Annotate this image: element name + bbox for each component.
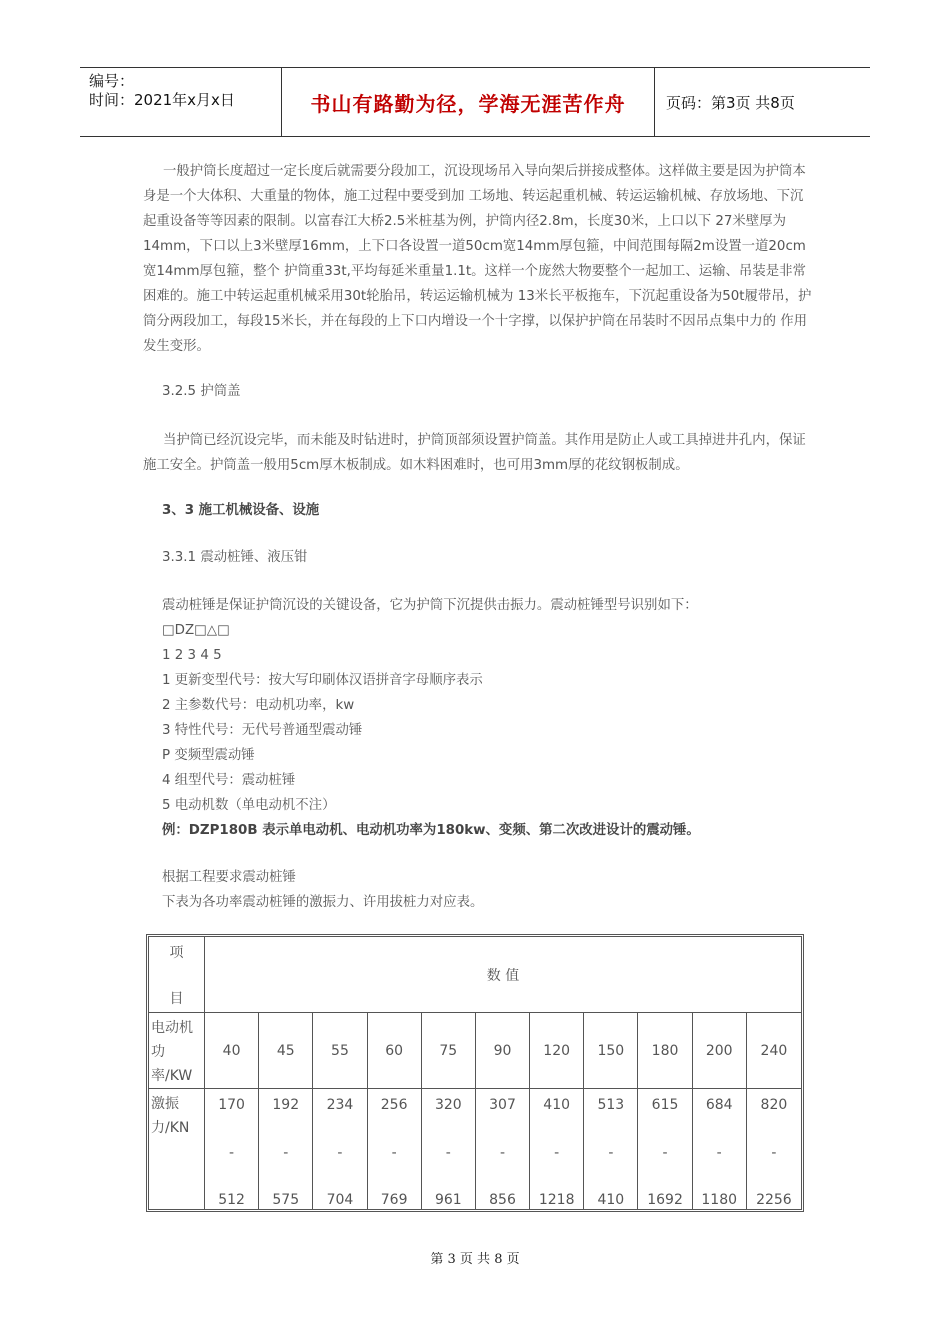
force-dash: - xyxy=(662,1145,668,1161)
model-item-1: 1 更新变型代号：按大写印刷体汉语拼音字母顺序表示 xyxy=(162,673,483,688)
force-cell xyxy=(693,1089,747,1209)
force-dash: - xyxy=(445,1145,451,1161)
force-low: 320 xyxy=(434,1097,462,1113)
force-high: 1692 xyxy=(647,1192,683,1208)
power-cell: 55 xyxy=(313,1013,367,1089)
power-cell: 45 xyxy=(259,1013,313,1089)
model-item-5: 5 电动机数（单电动机不注） xyxy=(162,798,336,813)
force-high: 575 xyxy=(272,1192,300,1208)
force-cell xyxy=(422,1089,476,1209)
header-meta xyxy=(80,68,282,136)
force-cell xyxy=(476,1089,530,1209)
header-motto: 书山有路勤为径，学海无涯苦作舟 xyxy=(282,68,655,136)
power-cell: 75 xyxy=(422,1013,476,1089)
model-example: 例：DZP180B 表示单电动机、电动机功率为180kw、变频、第二次改进设计的震动锤。 xyxy=(162,823,700,838)
force-high: 1180 xyxy=(701,1192,738,1208)
force-low: 513 xyxy=(597,1097,625,1113)
row-label-power: 电动机功率/KW xyxy=(149,1013,205,1089)
model-code: □DZ□△□ xyxy=(162,623,230,638)
force-low: 410 xyxy=(543,1097,571,1113)
force-cell xyxy=(530,1089,584,1209)
model-item-3: 3 特性代号：无代号普通型震动锤 xyxy=(162,723,363,738)
power-cell: 40 xyxy=(205,1013,259,1089)
force-low: 234 xyxy=(326,1097,354,1113)
force-dash: - xyxy=(283,1145,289,1161)
page-footer: 第 3 页 共 8 页 xyxy=(430,1252,520,1267)
power-cell: 90 xyxy=(476,1013,530,1089)
vibro-hammer-table xyxy=(146,934,804,1212)
power-cell: 240 xyxy=(747,1013,801,1089)
power-cell: 200 xyxy=(693,1013,747,1089)
power-cell: 150 xyxy=(584,1013,638,1089)
heading-3-2-5: 3.2.5 护筒盖 xyxy=(162,384,241,399)
heading-3-3-1: 3.3.1 震动桩锤、液压钳 xyxy=(162,550,308,565)
time-label: 时间：2021年x月x日 xyxy=(89,91,235,109)
table-header-value: 数 值 xyxy=(205,937,801,1013)
force-dash: - xyxy=(716,1145,722,1161)
force-high: 2256 xyxy=(756,1192,792,1208)
force-cell xyxy=(584,1089,638,1209)
paragraph-table-intro: 下表为各功率震动桩锤的激振力、许用拔桩力对应表。 xyxy=(162,895,484,910)
force-low: 820 xyxy=(760,1097,788,1113)
model-item-4: 4 组型代号：震动桩锤 xyxy=(162,773,296,788)
model-digits: 1 2 3 4 5 xyxy=(162,648,222,663)
power-cell: 180 xyxy=(638,1013,692,1089)
force-high: 512 xyxy=(218,1192,245,1208)
model-item-p: P 变频型震动锤 xyxy=(162,748,255,763)
force-low: 256 xyxy=(380,1097,408,1113)
force-high: 961 xyxy=(434,1192,462,1208)
force-low: 170 xyxy=(218,1097,245,1113)
heading-3-3: 3、3 施工机械设备、设施 xyxy=(162,503,320,518)
force-cell xyxy=(313,1089,367,1209)
force-dash: - xyxy=(499,1145,506,1161)
force-dash: - xyxy=(554,1145,560,1161)
paragraph-vibro-hammer: 震动桩锤是保证护筒沉设的关键设备，它为护筒下沉提供击振力。震动桩锤型号识别如下： xyxy=(162,598,698,613)
force-high: 1218 xyxy=(538,1192,575,1208)
force-low: 307 xyxy=(489,1097,516,1113)
force-high: 769 xyxy=(380,1192,408,1208)
force-low: 684 xyxy=(705,1097,733,1113)
model-item-2: 2 主参数代号：电动机功率，kw xyxy=(162,698,355,713)
power-cell: 60 xyxy=(368,1013,422,1089)
force-dash: - xyxy=(229,1145,235,1161)
page-header xyxy=(80,67,870,137)
power-cell: 120 xyxy=(530,1013,584,1089)
force-high: 410 xyxy=(597,1192,625,1208)
force-cell xyxy=(638,1089,692,1209)
force-dash: - xyxy=(337,1145,343,1161)
code-label: 编号： xyxy=(89,72,135,90)
table-header-item: 项 目 xyxy=(149,937,205,1013)
force-cell xyxy=(368,1089,422,1209)
row-label-force: 激振力/KN xyxy=(149,1089,205,1209)
force-high: 704 xyxy=(326,1192,354,1208)
header-page-info: 页码：第3页 共8页 xyxy=(666,93,795,112)
force-low: 192 xyxy=(272,1097,300,1113)
paragraph-requirement: 根据工程要求震动桩锤 xyxy=(162,870,296,885)
force-cell xyxy=(259,1089,313,1209)
force-dash: - xyxy=(391,1145,397,1161)
force-dash: - xyxy=(608,1145,614,1161)
paragraph-casing-cover: 当护筒已经沉设完毕，而未能及时钻进时，护筒顶部须设置护筒盖。其作用是防止人或工具掉进井孔内，保证施工安全。护筒盖一般用5cm厚木板制成。如木料困难时，也可用3mm厚的花纹钢板制成。 xyxy=(143,433,806,473)
paragraph-segments: 一般护筒长度超过一定长度后就需要分段加工，沉设现场吊入导向架后拼接成整体。这样做主要是因为护筒本身是一个大体积、大重量的物体，施工过程中要受到加 工场地、转运起重机械、转运运输机械、存放场地、下沉起重设备等等因素的限制。以富春江大桥2.5米桩基为例，护筒内径2.8m，长度30米，上口以下 27米壁厚为14mm，下口以上3米壁厚16mm，上下口各设置一道50cm宽14mm厚包箍，中间范围每隔2m设置一道20cm宽14mm厚包箍，整个 护筒重33t,平均每延米重量1.1t。这样一个庞然大物要整个一起加工、运输、吊装是非常困难的。施工中转运起重机械采用30t轮胎吊，转运运输机械为 13米长平板拖车，下沉起重设备为50t履带吊，护筒分两段加工，每段15米长，并在每段的上下口内增设一个十字撑，以保护护筒在吊装时不因吊点集中力的 作用发生变形。 xyxy=(143,164,812,354)
force-high: 856 xyxy=(489,1192,516,1208)
force-cell xyxy=(205,1089,259,1209)
force-low: 615 xyxy=(651,1097,679,1113)
force-dash: - xyxy=(771,1145,777,1161)
force-cell xyxy=(747,1089,801,1209)
